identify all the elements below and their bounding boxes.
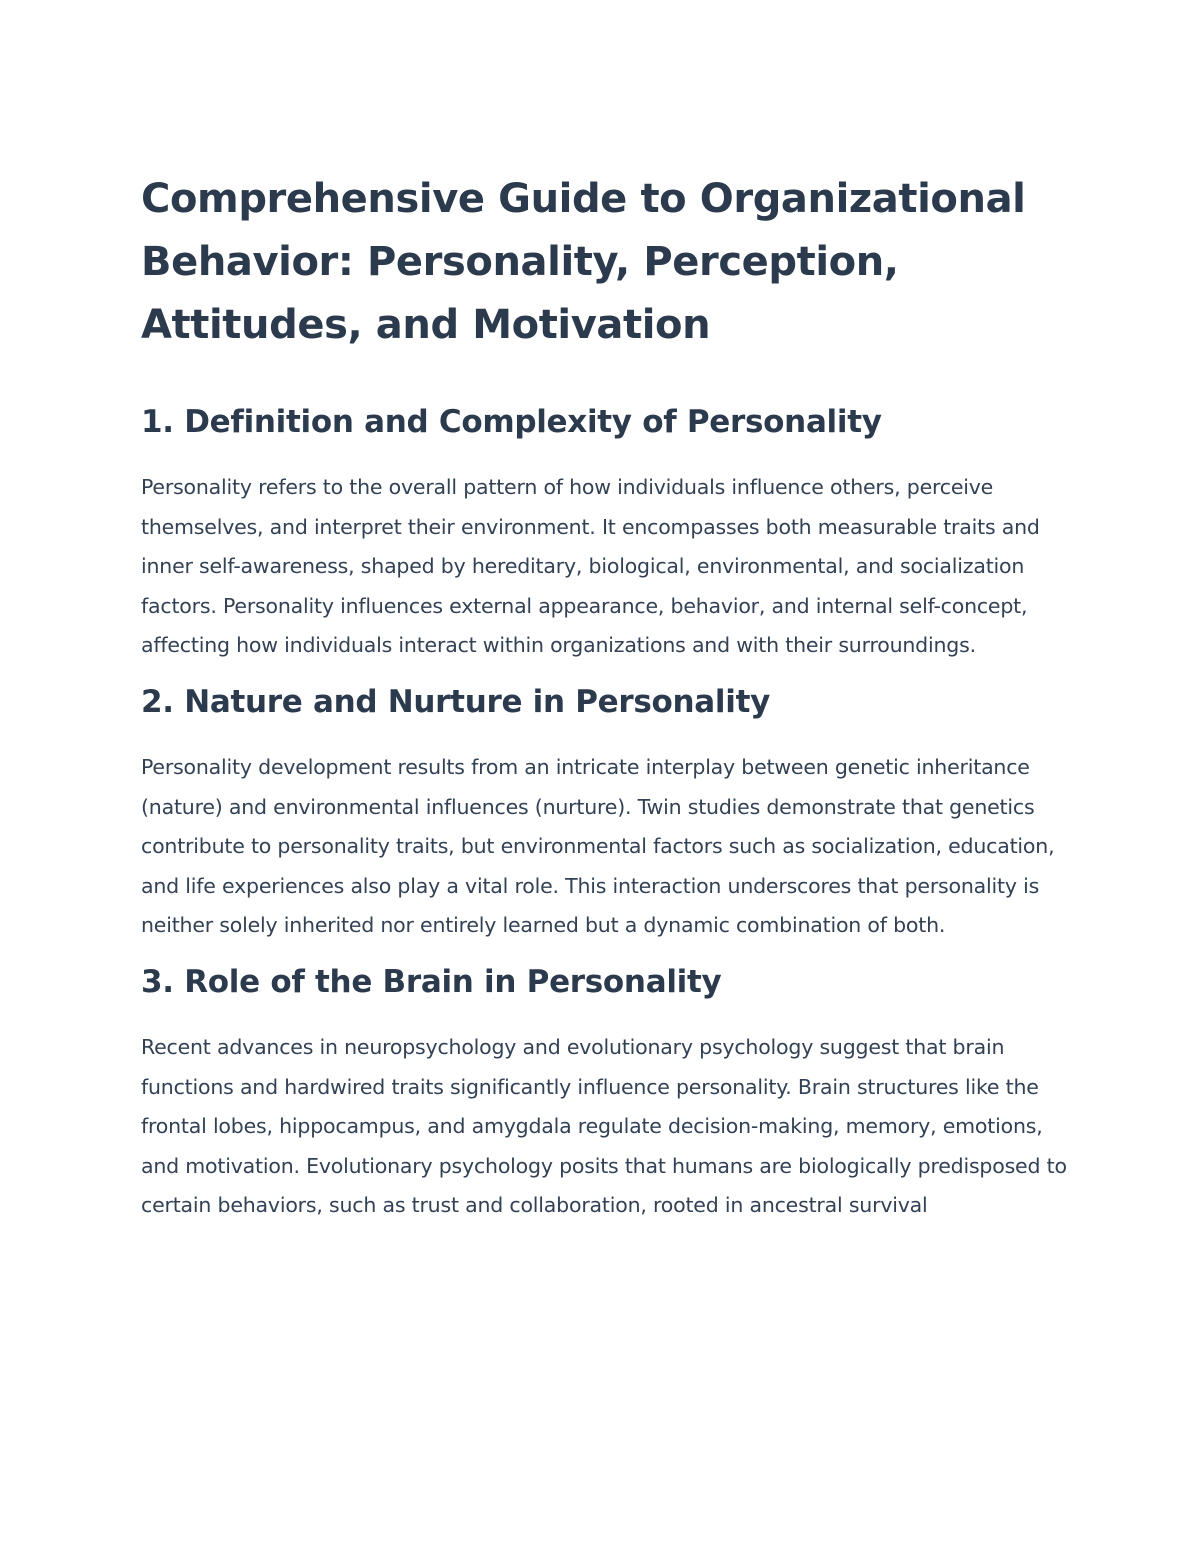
section-paragraph: Recent advances in neuropsychology and evolutionary psychology suggest that brain functions and hardwired traits significantly influence personality. Brain structures like the frontal lobes, hippocampus, and amygdala regulate decision-making, memory, emotions, and motivation. Evolutionary psychology posits that humans are biologically predisposed to certain behaviors, such as trust and collaboration, rooted in ancestral survival [141, 1034, 1067, 1218]
section-brain-role [141, 962, 1071, 1226]
section-heading: 1. Definition and Complexity of Personality [141, 404, 882, 440]
section-heading: 2. Nature and Nurture in Personality [141, 683, 770, 720]
section-heading: 3. Role of the Brain in Personality [141, 963, 722, 1000]
section-nature-nurture [141, 682, 1071, 946]
document-page [141, 168, 1071, 1226]
document-title: Comprehensive Guide to Organizational Behavior: Personality, Perception, Attitudes, and Motivation [141, 176, 1026, 348]
section-paragraph: Personality development results from an intricate interplay between genetic inheritance (nature) and environmental influences (nurture). Twin studies demonstrate that genetics contribute to personality traits, but environmental factors such as socialization, education, and life experiences also play a vital role. This interaction underscores that personality is neither solely inherited nor entirely learned but a dynamic combination of both. [141, 754, 1055, 938]
section-paragraph: Personality refers to the overall pattern of how individuals influence others, perceive themselves, and interpret their environment. It encompasses both measurable traits and inner self-awareness, shaped by hereditary, biological, environmental, and socialization factors. Personality influences external appearance, behavior, and internal self-concept, affecting how individuals interact within organizations and with their surroundings. [141, 475, 1040, 658]
section-personality-definition [141, 402, 1071, 666]
